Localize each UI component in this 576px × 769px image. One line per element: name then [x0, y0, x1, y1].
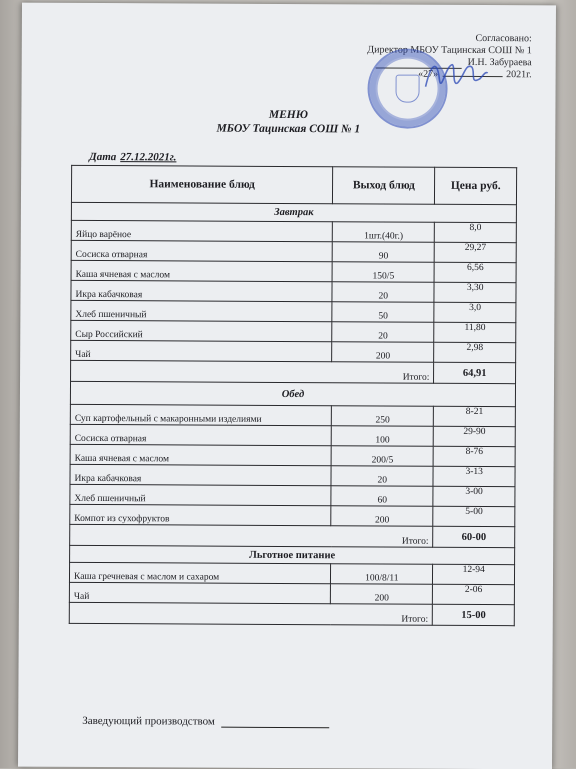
portion-cell: 100/8/11 — [331, 564, 433, 585]
table-row — [71, 280, 516, 302]
portion-cell: 20 — [332, 282, 434, 303]
signature-scribble — [422, 57, 492, 93]
table-header-row — [71, 165, 516, 204]
dish-name-cell: Хлеб пшеничный — [70, 484, 331, 505]
total-row — [70, 524, 515, 547]
dish-name-cell: Компот из сухофруктов — [70, 504, 331, 525]
price-cell: 29,27 — [434, 242, 516, 262]
total-row — [69, 602, 514, 625]
table-row — [71, 340, 516, 362]
footer-signature — [82, 715, 329, 728]
table-row — [70, 404, 515, 426]
section-title: Льготное питание — [70, 545, 515, 564]
price-cell: 11,80 — [434, 322, 516, 342]
header-dish-name: Наименование блюд — [71, 165, 332, 203]
section-row — [71, 202, 516, 222]
menu-table — [69, 165, 517, 626]
portion-cell: 20 — [332, 322, 434, 343]
price-cell: 12-94 — [433, 564, 515, 584]
footer-label: Заведующий производством — [82, 714, 215, 728]
total-row — [71, 360, 516, 383]
portion-cell: 60 — [331, 486, 433, 507]
portion-cell: 200 — [331, 506, 433, 527]
table-row — [70, 484, 515, 506]
dish-name-cell: Яйцо варёное — [71, 220, 332, 241]
price-cell: 3,30 — [434, 282, 516, 302]
table-row — [71, 220, 516, 242]
portion-cell: 20 — [331, 466, 433, 487]
director-name: И.Н. Забураева — [467, 56, 532, 69]
price-cell: 2,98 — [434, 342, 516, 362]
date-row — [89, 151, 176, 163]
dish-name-cell: Суп картофельный с макаронными изделиями — [70, 404, 331, 425]
total-label: Итого: — [70, 524, 433, 547]
title-school: МБОУ Тацинская СОШ № 1 — [216, 122, 361, 136]
price-cell: 5-00 — [433, 506, 515, 526]
portion-cell: 150/5 — [332, 262, 434, 283]
table-row — [70, 464, 515, 486]
dish-name-cell: Сосиска отварная — [71, 240, 332, 261]
section-row — [70, 381, 515, 406]
table-row — [71, 240, 516, 262]
portion-cell: 200/5 — [331, 446, 433, 467]
dish-name-cell: Икра кабачковая — [70, 464, 331, 485]
portion-cell: 250 — [332, 406, 434, 427]
portion-cell: 100 — [331, 426, 433, 447]
header-portion: Выход блюд — [333, 167, 435, 205]
dish-name-cell: Хлеб пшеничный — [71, 300, 332, 321]
footer-signature-line — [221, 717, 329, 729]
price-cell: 8,0 — [435, 222, 517, 242]
menu-document — [18, 3, 556, 769]
date-label: Дата — [89, 150, 117, 164]
approval-year: 2021г. — [506, 69, 532, 81]
price-cell: 2-06 — [433, 584, 515, 604]
total-value: 15-00 — [433, 604, 515, 625]
section-title: Завтрак — [71, 202, 516, 222]
approval-day: 27 — [423, 68, 434, 80]
section-title: Обед — [70, 381, 515, 406]
quote-close: » — [433, 68, 439, 80]
portion-cell: 50 — [332, 302, 434, 323]
document-title — [21, 107, 555, 138]
price-cell: 8-21 — [434, 406, 516, 426]
dish-name-cell: Чай — [69, 582, 330, 603]
dish-name-cell: Сосиска отварная — [70, 424, 331, 445]
total-label: Итого: — [71, 360, 434, 383]
dish-name-cell: Чай — [71, 340, 332, 361]
price-cell: 29-90 — [434, 426, 516, 446]
total-label: Итого: — [69, 602, 432, 625]
portion-cell: 200 — [332, 342, 434, 363]
stamp-emblem-icon — [395, 75, 419, 103]
price-cell: 3-13 — [433, 466, 515, 486]
header-price: Цена руб. — [435, 167, 517, 204]
price-cell: 6,56 — [434, 262, 516, 282]
table-row — [71, 300, 516, 322]
dish-name-cell: Сыр Российский — [71, 320, 332, 341]
dish-name-cell: Икра кабачковая — [71, 280, 332, 301]
price-cell: 3,0 — [434, 302, 516, 322]
price-cell: 8-76 — [433, 446, 515, 466]
quote-open: « — [418, 68, 424, 80]
total-value: 64,91 — [434, 362, 516, 383]
table-row — [70, 504, 515, 526]
price-cell: 3-00 — [433, 486, 515, 506]
dish-name-cell: Каша ячневая с маслом — [71, 260, 332, 281]
table-row — [70, 424, 515, 446]
portion-cell: 200 — [331, 584, 433, 605]
dish-name-cell: Каша гречневая с маслом и сахаром — [69, 562, 330, 583]
portion-cell: 1шт.(40г.) — [333, 222, 435, 243]
dish-name-cell: Каша ячневая с маслом — [70, 444, 331, 465]
title-menu: МЕНЮ — [268, 108, 308, 122]
table-row — [69, 562, 514, 584]
date-value: 27.12.2021г. — [120, 151, 177, 164]
table-row — [69, 582, 514, 604]
table-row — [70, 444, 515, 466]
table-row — [71, 320, 516, 342]
menu-table-body — [69, 202, 516, 625]
total-value: 60-00 — [433, 526, 515, 547]
portion-cell: 90 — [332, 242, 434, 263]
approval-line-2: Директор МБОУ Тацинская СОШ № 1 — [367, 44, 532, 57]
table-row — [71, 260, 516, 282]
approval-line-1: Согласовано: — [475, 32, 532, 45]
